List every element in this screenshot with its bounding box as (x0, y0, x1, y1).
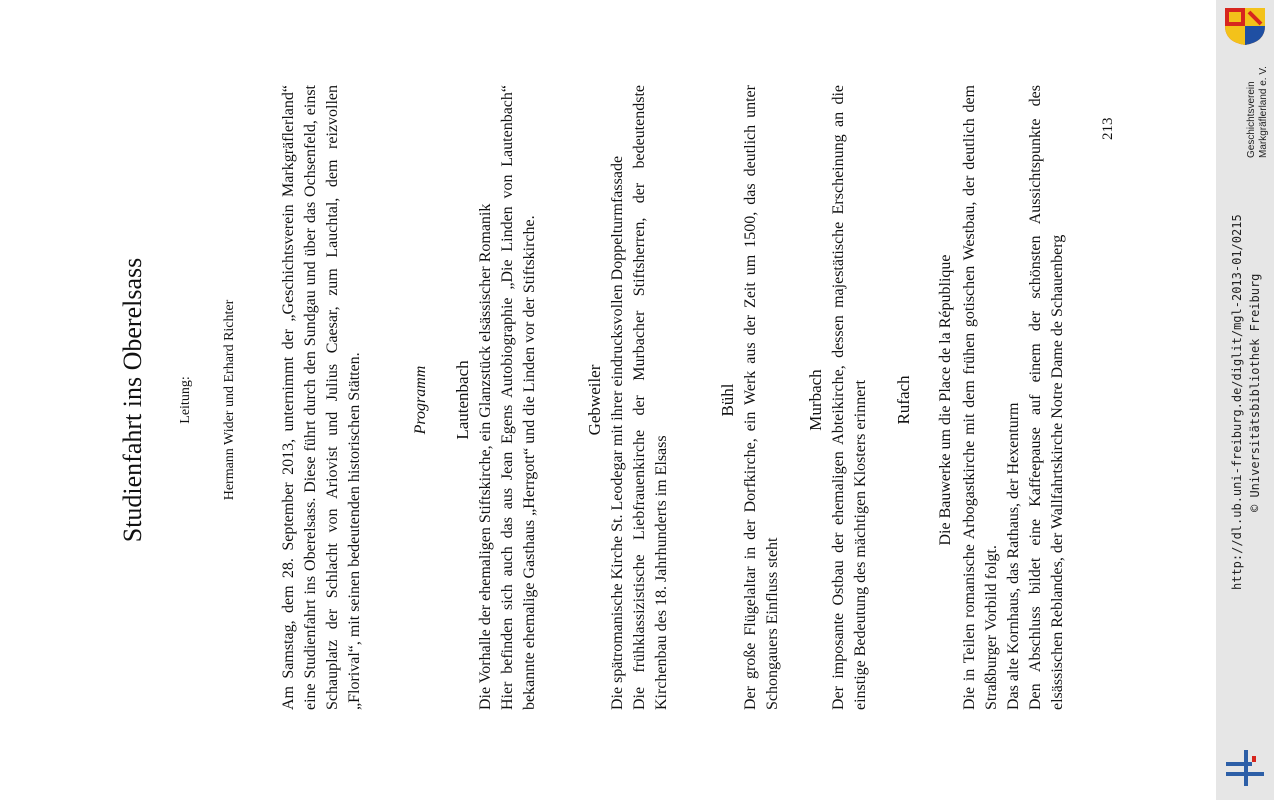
society-line-2: Markgräflerland e. V. (1258, 66, 1269, 158)
sidebar (1216, 0, 1274, 800)
heading-murbach: Murbach (806, 369, 825, 431)
intro-paragraph (278, 85, 366, 710)
section-text: Das alte Kornhaus, das Rathaus, der Hexenturm (1005, 402, 1022, 710)
section-lautenbach (475, 85, 541, 710)
leaders: Hermann Wider und Erhard Richter (222, 299, 237, 501)
section-murbach (828, 85, 872, 710)
society-name (1246, 66, 1270, 158)
section-text: Die Vorhalle der ehemaligen Stiftskirche, ein Glanzstück elsässischer Romanik (477, 203, 494, 710)
page-number: 213 (1100, 117, 1116, 140)
heading-lautenbach: Lautenbach (453, 360, 472, 440)
heading-buehl: Bühl (718, 383, 737, 417)
section-text: Der imposante Ostbau der ehemaligen Abteikirche, dessen majestätische Erscheinung an die einstige Bedeutung des mächtigen Klosters erinnert (830, 85, 869, 710)
section-text: Die in Teilen romanische Arbogastkirche mit dem frühen gotischen Westbau, der deutlich dem Straßburger Vorbild folgt. (961, 85, 1000, 710)
ub-freiburg-logo-icon (1222, 748, 1268, 788)
leitung-label: Leitung: (178, 376, 193, 424)
heading-place-republique: Die Bauwerke um die Place de la République (937, 254, 954, 546)
section-text: Die spätromanische Kirche St. Leodegar mit ihrer eindrucksvollen Doppelturmfassade (609, 155, 626, 710)
heading-rufach: Rufach (894, 375, 913, 425)
section-text: Der große Flügelaltar in der Dorfkirche, ein Werk aus der Zeit um 1500, das deutlich unter Schongauers Einfluss steht (742, 85, 781, 710)
section-text: Die frühklassizistische Liebfrauenkirche der Murbacher Stiftsherren, der bedeutendste Kirchenbau des 18. Jahrhunderts im Elsass (631, 85, 670, 710)
heading-gebweiler: Gebweiler (585, 364, 604, 436)
section-gebweiler (607, 85, 673, 710)
library-credit: © Universitätsbibliothek Freiburg (1248, 273, 1262, 512)
section-text: Den Abschluss bildet eine Kaffeepause auf einem der schönsten Aussichtspunkte des elsässischen Reblandes, der Wallfahrtskirche Notre Dame de Schauenberg (1027, 85, 1066, 710)
section-rufach (959, 85, 1069, 710)
section-text: Hier befinden sich auch das aus Jean Egens Autobiographie „Die Linden von Lautenbach“ bekannte ehemalige Gasthaus „Herrgott“ und die Linden vor der Stiftskirche. (499, 85, 538, 710)
page-title: Studienfahrt ins Oberelsass (118, 257, 147, 543)
intro-text: Am Samstag, dem 28. September 2013, unternimmt der „Geschichtsverein Markgräflerland“ eine Studienfahrt ins Oberelsass. Diese führt durch den Sundgau und über das Ochsenfeld, einst Schauplatz der Schlacht von Ariovist und Julius Caesar, zum Lauchtal, dem reizvollen „Florival“, mit seinen bedeutenden historischen Stätten. (280, 85, 363, 710)
section-buehl (740, 85, 784, 710)
society-line-1: Geschichtsverein (1246, 81, 1257, 158)
source-url[interactable]: http://dl.ub.uni-freiburg.de/diglit/mgl-2013-01/0215 (1230, 214, 1244, 590)
coat-of-arms-icon (1221, 6, 1269, 46)
programm-label: Programm (412, 365, 429, 435)
